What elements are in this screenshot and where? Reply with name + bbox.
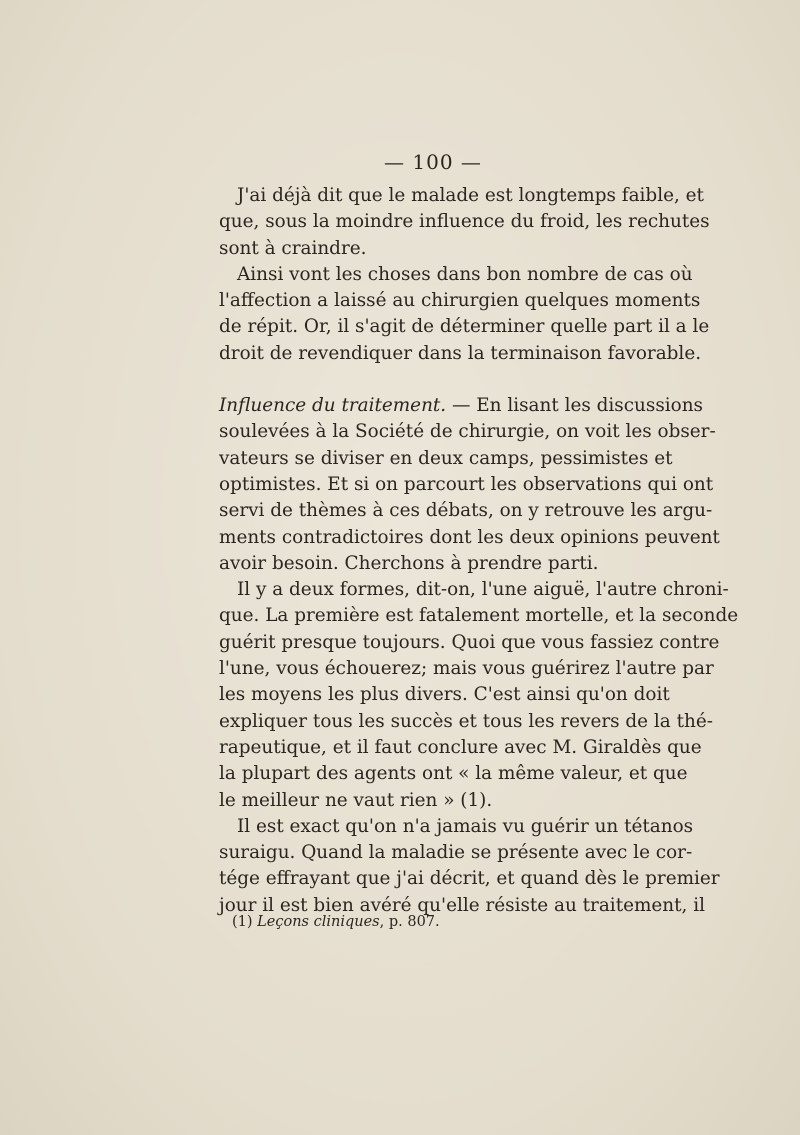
footnote-title: Leçons cliniques [257, 914, 380, 930]
text-line: vateurs se diviser en deux camps, pessimistes et [219, 447, 673, 469]
text-line: la plupart des agents ont « la même valeur, et que [219, 763, 688, 785]
text-line: le meilleur ne vaut rien » (1). [219, 789, 493, 811]
text-line: Il y a deux formes, dit-on, l'une aiguë, l'autre chroni- [237, 579, 729, 601]
text-line: rapeutique, et il faut conclure avec M. Giraldès que [219, 736, 702, 758]
text-line: sont à craindre. [219, 237, 367, 259]
text-run: — En lisant les discussions [446, 395, 703, 417]
text-line-with-heading [219, 393, 703, 419]
text-line: que. La première est fatalement mortelle, et la seconde [219, 605, 739, 627]
text-line: J'ai déjà dit que le malade est longtemps faible, et [237, 185, 704, 206]
text-line: avoir besoin. Cherchons à prendre parti. [219, 552, 599, 574]
text-line: expliquer tous les succès et tous les revers de la thé- [219, 710, 713, 732]
text-line: les moyens les plus divers. C'est ainsi qu'on doit [219, 684, 670, 706]
text-line: tége effrayant que j'ai décrit, et quand dès le premier [219, 868, 720, 890]
text-line: ments contradictoires dont les deux opinions peuvent [219, 526, 720, 548]
text-line: soulevées à la Société de chirurgie, on voit les obser- [219, 421, 716, 443]
section-heading: Influence du traitement. [219, 395, 447, 417]
text-line: guérit presque toujours. Quoi que vous fassiez contre [219, 631, 720, 653]
text-line: optimistes. Et si on parcourt les observations qui ont [219, 473, 714, 495]
text-line: jour il est bien avéré qu'elle résiste au traitement, il [219, 894, 705, 916]
footnote-reference: , p. 807. [379, 914, 440, 930]
text-line: l'une, vous échouerez; mais vous guérirez l'autre par [219, 658, 714, 680]
text-line: suraigu. Quand la maladie se présente avec le cor- [219, 842, 693, 864]
text-line: servi de thèmes à ces débats, on y retrouve les argu- [219, 500, 713, 522]
text-line: l'affection a laissé au chirurgien quelques moments [219, 290, 701, 312]
text-line: droit de revendiquer dans la terminaison favorable. [219, 342, 702, 364]
text-line: de répit. Or, il s'agit de déterminer quelle part il a le [219, 316, 710, 338]
footnote-marker: (1) [232, 914, 253, 930]
page-number: — 100 — [384, 150, 482, 174]
body-text [219, 183, 739, 919]
paragraph-gap [219, 367, 651, 393]
footnote [232, 914, 440, 930]
text-line: que, sous la moindre influence du froid, les rechutes [219, 211, 710, 233]
text-line: Ainsi vont les choses dans bon nombre de cas où [237, 263, 693, 285]
text-line: Il est exact qu'on n'a jamais vu guérir un tétanos [237, 815, 694, 837]
